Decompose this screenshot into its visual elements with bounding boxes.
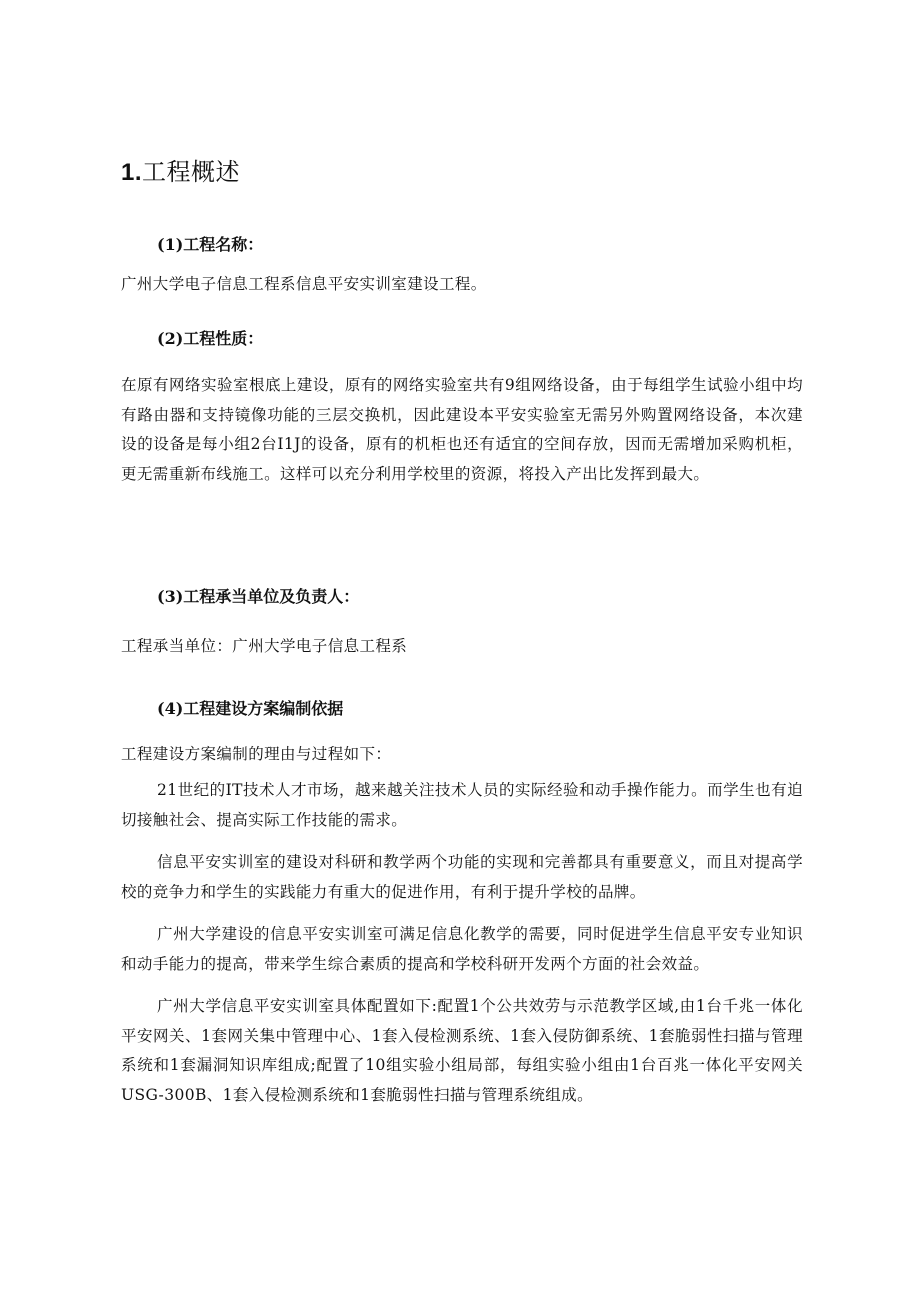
basis-paragraph-3: 广州大学建设的信息平安实训室可满足信息化教学的需要，同时促进学生信息平安专业知识和动手能力的提高，带来学生综合素质的提高和学校科研开发两个方面的社会效益。 — [121, 925, 803, 973]
basis-paragraph-2: 信息平安实训室的建设对科研和教学两个功能的实现和完善都具有重要意义，而且对提高学校的竞争力和学生的实践能力有重大的促进作用，有利于提升学校的品牌。 — [121, 853, 803, 901]
section-number: 1. — [121, 159, 143, 186]
basis-paragraph-1: 21世纪的IT技术人才市场，越来越关注技术人员的实际经验和动手操作能力。而学生也有迫切接触社会、提高实际工作技能的需求。 — [121, 781, 803, 829]
project-nature-heading: (2)工程性质： — [157, 329, 264, 348]
project-owner-text: 工程承当单位：广州大学电子信息工程系 — [121, 637, 408, 655]
section-title-text: 工程概述 — [142, 158, 241, 186]
project-basis-intro: 工程建设方案编制的理由与过程如下： — [121, 745, 392, 763]
project-owner-heading: (3)工程承当单位及负责人： — [157, 587, 360, 606]
project-name-text: 广州大学电子信息工程系信息平安实训室建设工程。 — [121, 275, 487, 293]
project-name-heading: (1)工程名称： — [157, 235, 264, 254]
section-title — [121, 152, 240, 187]
project-basis-heading: (4)工程建设方案编制依据 — [157, 699, 344, 718]
project-nature-text: 在原有网络实验室根底上建设，原有的网络实验室共有9组网络设备，由于每组学生试验小组中均有路由器和支持镜像功能的三层交换机，因此建设本平安实验室无需另外购置网络设备，本次建设的设备是每小组2台I1J的设备，原有的机柜也还有适宜的空间存放，因而无需增加采购机柜，更无需重新布线施工。这样可以充分利用学校里的资源，将投入产出比发挥到最大。 — [121, 376, 803, 483]
basis-paragraph-4: 广州大学信息平安实训室具体配置如下:配置1个公共效劳与示范教学区域,由1台千兆一体化平安网关、1套网关集中管理中心、1套入侵检测系统、1套入侵防御系统、1套脆弱性扫描与管理系统和1套漏洞知识库组成;配置了10组实验小组局部，每组实验小组由1台百兆一体化平安网关USG-300B、1套入侵检测系统和1套脆弱性扫描与管理系统组成。 — [121, 997, 803, 1104]
